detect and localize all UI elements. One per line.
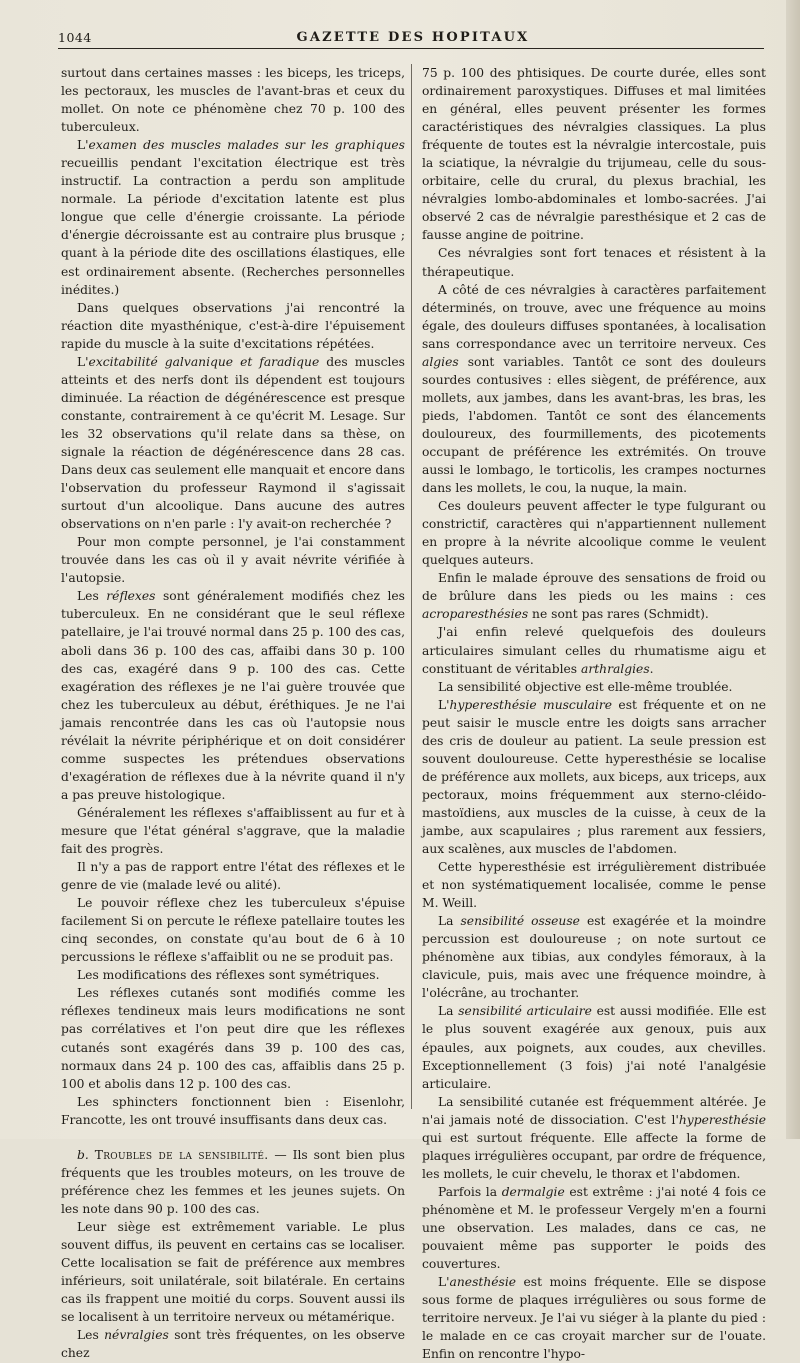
italic-term: algies [422, 354, 459, 369]
paragraph: Généralement les réflexes s'affaiblissent au fur et à mesure que l'état général s'aggrave, que la maladie fait des progrès. [61, 805, 405, 857]
paragraph [61, 136, 405, 298]
text-run: La [438, 1004, 459, 1019]
text-run: est moins fréquente. Elle se dispose sous forme de plaques irrégulières ou sous forme de territoire nerveux. Je l'ai vu siéger à la plante du pied : le malade en ce cas croyait marcher sur de l'ouate. Enfin on rencontre l'hypo- [422, 1275, 766, 1362]
italic-term: acroparesthésies [422, 607, 529, 622]
paragraph [61, 587, 405, 804]
paragraph [61, 353, 405, 533]
running-title: GAZETTE DES HOPITAUX [296, 30, 530, 45]
paragraph [422, 1002, 766, 1092]
italic-term: examen des muscles malades sur les graphiques [88, 138, 405, 153]
paragraph [61, 1326, 405, 1362]
text-run: Les [77, 589, 107, 604]
paragraph: surtout dans certaines masses : les biceps, les triceps, les pectoraux, les muscles de l'avant-bras et ceux du mollet. On note ce phénomène chez 70 p. 100 des tuberculeux. [61, 66, 405, 135]
text-run: Enfin le malade éprouve des sensations de froid ou de brûlure dans les pieds ou les mains : ces [422, 571, 766, 604]
text-run: est fréquente et on ne peut saisir le muscle entre les doigts sans arracher des cris de douleur au patient. La seule pression est souvent douloureuse. Cette hyperesthésie se localise de préférence aux mollets, aux biceps, aux triceps, aux pectoraux, moins fréquemment aux sterno-cléido-mastoïdiens, aux muscles de la cuisse, à ceux de la jambe, aux scapulaires ; plus rarement aux fessiers, aux scalènes, aux muscles de l'abdomen. [422, 697, 766, 857]
paragraph: Les sphincters fonctionnent bien : Eisenlohr, Francotte, les ont trouvé insuffisants dans deux cas. [61, 1094, 405, 1127]
paragraph: Le pouvoir réflexe chez les tuberculeux s'épuise facilement Si on percute le réflexe patellaire toutes les cinq secondes, on constate qu'au bout de 6 à 10 percussions le réflexe s'affaiblit ou ne se produit pas. [61, 896, 405, 965]
page-number: 1044 [58, 30, 92, 45]
text-run: ne sont pas rares (Schmidt). [528, 607, 709, 622]
italic-term: dermalgie [501, 1184, 565, 1199]
text-run: L' [438, 697, 450, 712]
text-run: La sensibilité cutanée est fréquemment altérée. Je n'ai jamais noté de dissociation. C'est l' [422, 1094, 766, 1127]
paragraph: Leur siège est extrêmement variable. Le plus souvent diffus, ils peuvent en certains cas se localiser. Cette localisation se fait de préférence aux membres inférieurs, soit unilatérale, soit bilatérale. En certains cas ils frappent une moitié du corps. Souvent aussi ils se localisent à un territoire nerveux ou métamérique. [61, 1219, 405, 1325]
left-column [61, 64, 405, 1361]
text-run: — Ils sont bien plus fréquents que les troubles moteurs, on les trouve de préférence chez les femmes et les jeunes sujets. On les note dans 90 p. 100 des cas. [61, 1147, 405, 1216]
text-run: Les [77, 1328, 105, 1343]
italic-term: anesthésie [449, 1275, 517, 1290]
text-run: L' [77, 138, 89, 153]
paragraph: Dans quelques observations j'ai rencontré la réaction dite myasthénique, c'est-à-dire l'épuisement rapide du muscle à la suite d'excitations répétées. [61, 300, 405, 351]
paragraph [422, 696, 766, 858]
text-run: qui est surtout fréquente. Elle affecte la forme de plaques irrégulières occupant, par ordre de fréquence, les mollets, le cuir chevelu, le thorax et l'abdomen. [422, 1130, 766, 1181]
right-column [422, 64, 767, 1362]
text-run: . [649, 661, 654, 676]
paragraph: Ces névralgies sont fort tenaces et résistent à la thérapeutique. [422, 246, 766, 279]
paragraph [422, 281, 766, 498]
text-run: L' [438, 1275, 450, 1290]
text-run: est exagérée et la moindre percussion est douloureuse ; on note surtout ce phénomène aux tibias, aux condyles fémoraux, à la clavicule, puis, mais avec une fréquence moindre, à l'olécrâne, au trochanter. [422, 914, 767, 1001]
column-divider [411, 64, 412, 1109]
page-spine-shadow [786, 0, 800, 1139]
page-header [58, 26, 768, 48]
paragraph: Ces douleurs peuvent affecter le type fulgurant ou constrictif, caractères qui n'appartiennent nullement en propre à la névrite alcoolique comme le veulent quelques auteurs. [422, 499, 766, 568]
paragraph [422, 569, 766, 623]
paragraph: Il n'y a pas de rapport entre l'état des réflexes et le genre de vie (malade levé ou alité). [61, 860, 405, 893]
italic-term: arthralgies [581, 661, 650, 676]
text-run: est aussi modifiée. Elle est le plus souvent exagérée aux genoux, puis aux épaules, aux poignets, aux coudes, aux chevilles. Exceptionnellement (3 fois) j'ai noté l'analgésie articulaire. [422, 1004, 767, 1091]
italic-term: hyperesthésie musculaire [449, 697, 613, 712]
paragraph: Les réflexes cutanés sont modifiés comme les réflexes tendineux mais leurs modifications ne sont pas corrélatives et l'on peut dire que les réflexes cutanés sont exagérés dans 39 p. 100 des cas, normaux dans 24 p. 100 des cas, affaiblis dans 25 p. 100 et abolis dans 12 p. 100 des cas. [61, 986, 405, 1091]
text-run: sont généralement modifiés chez les tuberculeux. En ne considérant que le seul réflexe patellaire, je l'ai trouvé normal dans 25 p. 100 des cas, aboli dans 36 p. 100 des cas, affaibi dans 30 p. 100 des cas, exagéré dans 9 p. 100 des cas. Cette exagération des réflexes je ne l'ai guère trouvée que chez les tuberculeux au début, éréthiques. Je ne l'ai jamais rencontrée dans les cas où l'autopsie nous révélait la névrite périphérique et on doit considérer comme suspectes les prétendues observations d'exagération de réflexes due à la névrite quand il n'y a pas preuve histologique. [61, 589, 405, 802]
paragraph: La sensibilité objective est elle-même troublée. [438, 679, 733, 694]
italic-term: excitabilité galvanique et faradique [88, 354, 320, 369]
italic-term: réflexes [106, 589, 156, 604]
text-run: L' [77, 354, 89, 369]
text-run: est extrême : j'ai noté 4 fois ce phénomène et M. le professeur Vergely m'en a fourni une observation. Les malades, dans ce cas, ne pouvaient même pas supporter le poids des couvertures. [422, 1184, 766, 1272]
section-title: Troubles de la sensibilité. [94, 1147, 269, 1162]
text-run: sont variables. Tantôt ce sont des douleurs sourdes contusives : elles siègent, de préférence, aux mollets, aux jambes, dans les avant-bras, les bras, les pieds, l'abdomen. Tantôt ce sont des élancements douloureux, des fourmillements, des picotements occupant de préférence les extrémités. On trouve aussi le lombago, le torticolis, les crampes nocturnes dans les mollets, le cou, la nuque, la main. [422, 354, 766, 496]
paragraph: Cette hyperesthésie est irrégulièrement distribuée et non systématiquement localisée, comme le pense M. Weill. [422, 860, 766, 911]
text-run: Parfois la [438, 1184, 502, 1199]
text-run: recueillis pendant l'excitation électrique est très instructif. La contraction a perdu son amplitude normale. La période d'excitation latente est plus longue que celle d'énergie croissante. La période d'énergie décroissante est au contraire plus brusque ; quant à la période dite des oscillations élastiques, elle est ordinairement absente. (Recherches personnelles inédites.) [61, 156, 405, 297]
section-letter: b. [77, 1147, 89, 1162]
paragraph [422, 1183, 766, 1273]
italic-term: hyperesthésie [678, 1112, 766, 1127]
paragraph [422, 1273, 766, 1363]
text-run: La [438, 914, 461, 929]
paragraph: Les modifications des réflexes sont symétriques. [77, 968, 380, 983]
italic-term: névralgies [104, 1328, 169, 1343]
paragraph [422, 1093, 766, 1183]
text-run: J'ai enfin relevé quelquefois des douleurs articulaires simulant celles du rhumatisme aigu et constituant de véritables [422, 625, 766, 676]
paragraph: 75 p. 100 des phtisiques. De courte durée, elles sont ordinairement paroxystiques. Diffuses et mal limitées en général, elles peuvent présenter les formes caractéristiques des névralgies classiques. La plus fréquente de toutes est la névralgie intercostale, puis la sciatique, la névralgie du trijumeau, celle du sous-orbitaire, celle du crural, du plexus brachial, les névralgies lombo-abdominales et lombo-sacrées. J'ai observé 2 cas de névralgie paresthésique et 2 cas de fausse angine de poitrine. [422, 66, 766, 243]
paragraph [422, 623, 766, 677]
text-run: sont très fréquentes, on les observe chez [61, 1328, 405, 1361]
paragraph [422, 912, 766, 1002]
text-run: des muscles atteints et des nerfs dont ils dépendent est toujours diminuée. La réaction de dégénérescence est presque constante, contrairement à ce qu'écrit M. Lesage. Sur les 32 observations qu'il relate dans sa thèse, on signale la réaction de dégénérescence dans 28 cas. Dans deux cas seulement elle manquait et encore dans l'observation du professeur Raymond il s'agissait surtout d'un alcoolique. Dans aucune des autres observations on n'en parle : l'y avait-on recherchée ? [61, 354, 405, 532]
section-heading-paragraph [61, 1146, 405, 1218]
header-rule [58, 48, 764, 49]
text-run: A côté de ces névralgies à caractères parfaitement déterminés, on trouve, avec une fréquence au moins égale, des douleurs diffuses spontanées, à localisation sans correspondance avec un territoire nerveux. Ces [422, 282, 766, 351]
italic-term: sensibilité osseuse [460, 914, 580, 929]
paragraph: Pour mon compte personnel, je l'ai constamment trouvée dans les cas où il y avait névrite vérifiée à l'autopsie. [61, 535, 405, 586]
italic-term: sensibilité articulaire [458, 1004, 592, 1019]
